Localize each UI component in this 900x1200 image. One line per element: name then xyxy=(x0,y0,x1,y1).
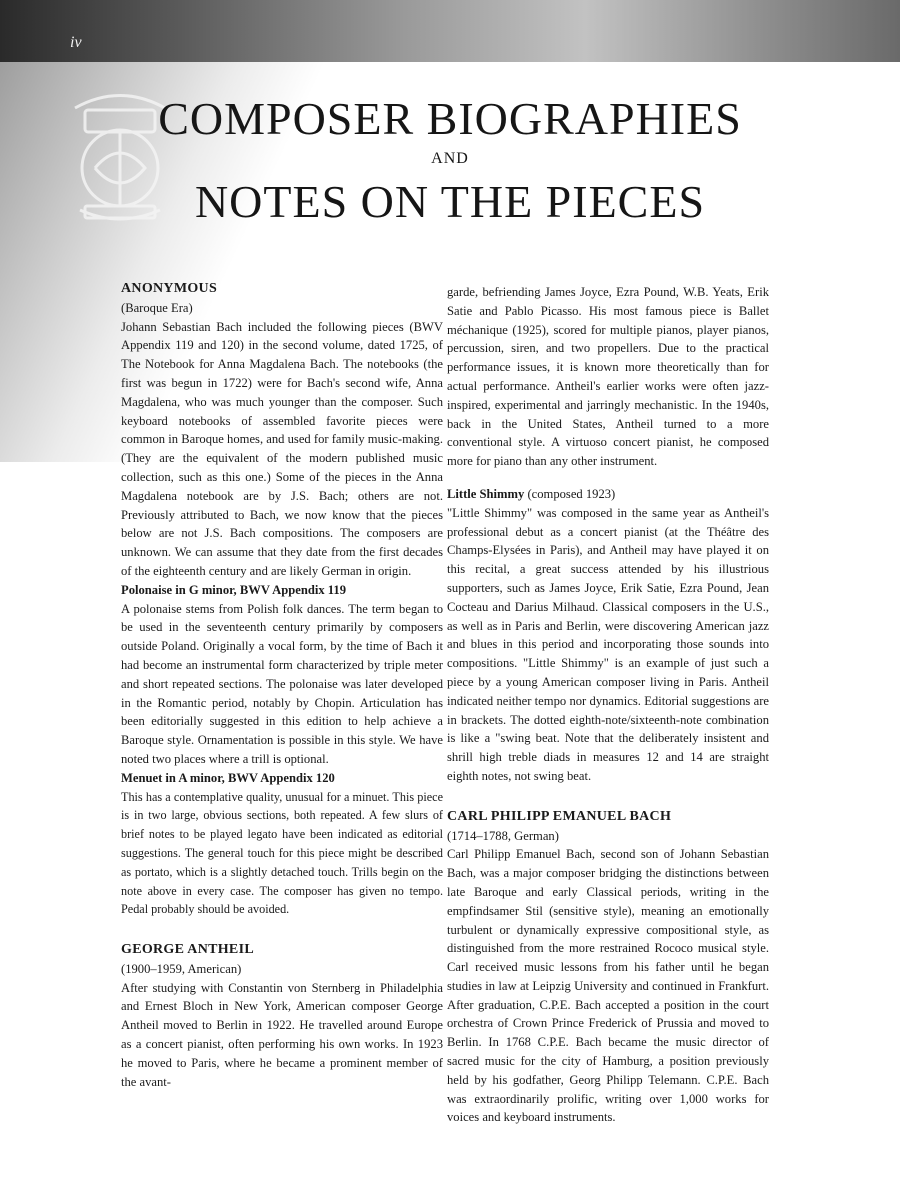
page-title: COMPOSER BIOGRAPHIES xyxy=(158,93,742,144)
piece-notes-shimmy: "Little Shimmy" was composed in the same year as Antheil's professional debut as a concert pianist (at the Théâtre des Champs-Elysées in Paris), and Antheil may have played it on this recital, a great success attended by his illustrious supporters, such as James Joyce, Erik Satie, Ezra Pound, Jean Cocteau and Darius Milhaud. Classical composers in the U.S., as well as in Paris and Berlin, were discovering American jazz and blues in this period and incorporating those sounds into compositions. "Little Shimmy" is an example of just such a piece by a young American composer living in Paris. Antheil indicated neither tempo nor dynamics. Editorial suggestions are in brackets. The dotted eighth-note/sixteenth-note combination is like a "swing beat. Note that the deliberately insistent and shrill high treble diads in measures 12 and 14 are straight eighth notes, not swing beat. xyxy=(447,505,769,783)
anonymous-intro: Johann Sebastian Bach included the following pieces (BWV Appendix 119 and 120) in the second volume, dated 1725, of The Notebook for Anna Magdalena Bach. The notebooks (the first was begun in 1722) were for Bach's second wife, Anna Magdalena, who was much younger than the composer. Such keyboard notebooks of assembled favorite pieces were common in Baroque homes, and used for family music-making. (They are the equivalent of the modern published music collection, such as this one.) Some of the pieces in the Anna Magdalena notebook are by J.S. Bach; others are not. Previously attributed to Bach, we now know that the pieces below are not J.S. Bach compositions. The composers are unknown. We can assume that they date from the first decades of the eighteenth century and are likely German in origin. xyxy=(121,319,443,578)
piece-title-polonaise: Polonaise in G minor, BWV Appendix 119 xyxy=(121,582,346,597)
title-conjunction: AND xyxy=(431,150,469,167)
composer-name-cpe-bach: CARL PHILIPP EMANUEL BACH xyxy=(447,808,672,824)
cpe-bach-bio: Carl Philipp Emanuel Bach, second son of Johann Sebastian Bach, was a major composer bridging the distinctions between late Baroque and early Classical periods, writing in the empfindsamer Stil (sensitive style), meaning an emotionally turbulent or dynamically expressive compositional style, as distinguished from the more restrained Rococo musical style. Carl received music lessons from his father until he began studies in law at Leipzig University and continued in Frankfurt. After graduation, C.P.E. Bach accepted a position in the court orchestra of Crown Prince Frederick of Prussia and moved to Berlin. In 1768 C.P.E. Bach became the music director of sacred music for the city of Hamburg, a position previously held by his godfather, Georg Philipp Telemann. C.P.E. Bach was extraordinarily prolific, writing over 1,000 works for voices and keyboard instruments. xyxy=(447,847,769,1125)
composer-name-antheil: GEORGE ANTHEIL xyxy=(121,942,254,958)
piece-title-shimmy: Little Shimmy xyxy=(447,486,525,501)
composer-era: (Baroque Era) xyxy=(121,300,193,315)
header-band xyxy=(0,0,900,62)
piece-title-menuet: Menuet in A minor, BWV Appendix 120 xyxy=(121,770,335,785)
piece-notes-polonaise: A polonaise stems from Polish folk dances. The term began to be used in the seventeenth century primarily by composers outside Poland. Originally a vocal form, by the time of Bach it had become an instrumental form characterized by triple meter and short repeated sections. The polonaise was later developed in the Romantic period, notably by Chopin. Articulation has been editorially suggested in this edition to help achieve a Baroque style. Ornamentation is possible in this style. We have noted two places where a trill is optional. xyxy=(121,601,443,766)
left-column xyxy=(121,280,443,1091)
composer-name-anonymous: ANONYMOUS xyxy=(121,281,218,296)
page-subtitle: NOTES ON THE PIECES xyxy=(194,176,706,227)
piece-notes-menuet: This has a contemplative quality, unusual for a minuet. This piece is in two large, obvious sections, both repeated. A few slurs of brief notes to be played legato have been indicated as editorial suggestions. The general touch for this piece might be described as portato, which is a slightly detached touch. Trills begin on the note above in every case. The composer has given no tempo. Pedal probably should be avoided. xyxy=(121,789,443,917)
piece-date-shimmy: (composed 1923) xyxy=(524,486,616,501)
composer-lifespan-cpe-bach: (1714–1788, German) xyxy=(447,828,559,843)
page-number: iv xyxy=(70,34,82,51)
antheil-bio-part1: After studying with Constantin von Sternberg in Philadelphia and Ernest Bloch in New York, American composer George Antheil moved to Berlin in 1922. He travelled around Europe as a concert pianist, often performing his own works. In 1923 he moved to Paris, where he became a prominent member of the avant- xyxy=(121,980,443,1089)
right-column xyxy=(447,283,769,1127)
composer-lifespan-antheil: (1900–1959, American) xyxy=(121,961,242,976)
piece-heading-shimmy xyxy=(447,485,769,504)
antheil-bio-part2: garde, befriending James Joyce, Ezra Pound, W.B. Yeats, Erik Satie and Pablo Picasso. His most famous piece is Ballet méchanique (1925), scored for multiple pianos, player pianos, percussion, siren, and two propellers. Due to the practical performance issues, it is known more theoretically than for actual performance. Antheil's earlier works were often jazz-inspired, experimental and jarringly mechanistic. In the 1940s, back in the United States, Antheil turned to a more conventional style. A virtuoso concert pianist, he composed more for piano than any other instrument. xyxy=(447,285,769,469)
